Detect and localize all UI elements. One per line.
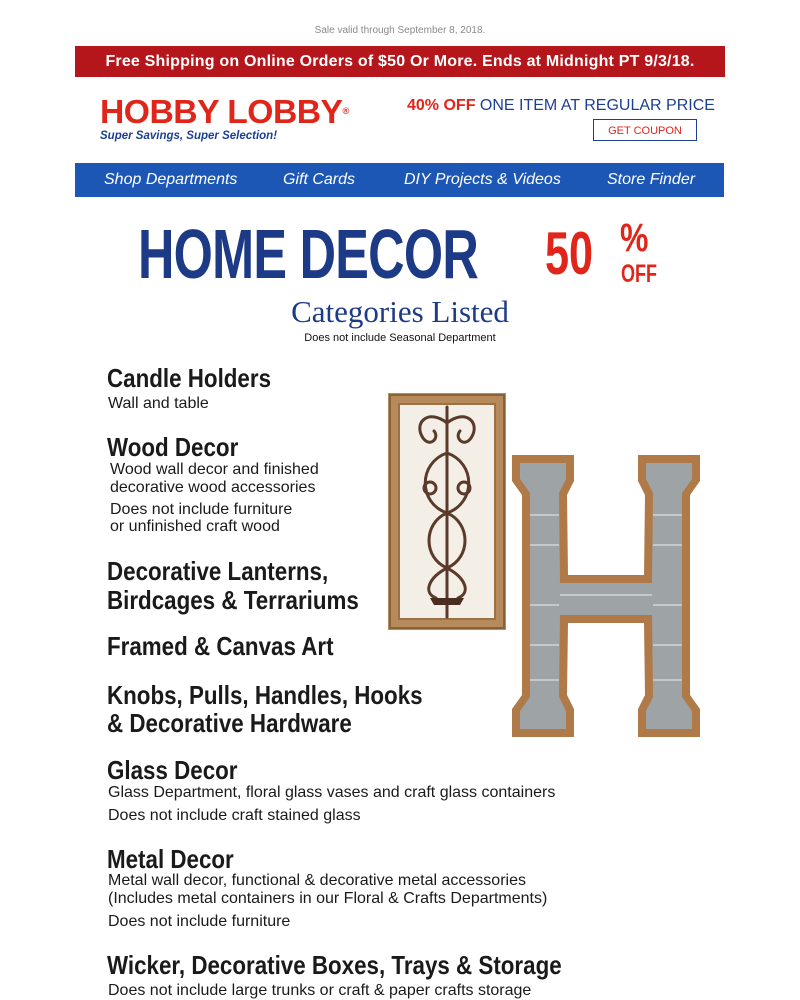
category-hardware[interactable]: Knobs, Pulls, Handles, Hooks xyxy=(107,680,423,710)
category-hardware-line2[interactable]: & Decorative Hardware xyxy=(107,708,352,738)
promo-off: OFF xyxy=(621,260,657,288)
sale-valid-note: Sale valid through September 8, 2018. xyxy=(314,25,486,36)
category-wood-decor[interactable]: Wood Decor xyxy=(107,432,239,462)
nav-store-finder[interactable]: Store Finder xyxy=(607,171,696,188)
category-wicker-storage[interactable]: Wicker, Decorative Boxes, Trays & Storage xyxy=(107,950,562,980)
category-desc: or unfinished craft wood xyxy=(110,518,280,535)
logo-tagline: Super Savings, Super Selection! xyxy=(100,130,278,142)
category-desc: Does not include craft stained glass xyxy=(108,807,361,824)
category-desc: (Includes metal containers in our Floral & Crafts Departments) xyxy=(108,890,548,907)
category-lanterns-line2[interactable]: Birdcages & Terrariums xyxy=(107,585,359,615)
nav-shop-departments[interactable]: Shop Departments xyxy=(104,171,238,188)
category-desc: Does not include large trunks or craft & paper crafts storage xyxy=(108,982,532,999)
logo-wordmark: HOBBY LOBBY® xyxy=(100,93,349,130)
coupon-text: ONE ITEM AT REGULAR PRICE xyxy=(479,97,715,114)
nav-gift-cards[interactable]: Gift Cards xyxy=(283,171,356,188)
main-nav xyxy=(75,163,724,197)
galvanized-letter-h-decor-image[interactable] xyxy=(512,455,700,737)
wood-frame-scroll-wall-decor-image[interactable] xyxy=(388,393,506,630)
category-desc: Does not include furniture xyxy=(108,913,291,930)
nav-diy-projects[interactable]: DIY Projects & Videos xyxy=(404,171,561,188)
promo-exclusion-note: Does not include Seasonal Department xyxy=(304,332,496,344)
free-shipping-banner[interactable]: Free Shipping on Online Orders of $50 Or More. Ends at Midnight PT 9/3/18. xyxy=(75,46,725,77)
category-framed-art[interactable]: Framed & Canvas Art xyxy=(107,631,334,661)
coupon-percent: 40% OFF xyxy=(407,97,476,114)
promo-percent-sign: % xyxy=(620,216,649,260)
category-desc: Does not include furniture xyxy=(110,501,293,518)
promo-headline: HOME DECOR xyxy=(138,215,479,293)
promo-discount-number: 50 xyxy=(545,220,594,287)
promo-subhead: Categories Listed xyxy=(291,294,509,329)
category-candle-holders[interactable]: Candle Holders xyxy=(107,363,272,393)
hobby-lobby-logo[interactable] xyxy=(100,93,349,142)
coupon-offer xyxy=(407,97,715,115)
category-glass-decor[interactable]: Glass Decor xyxy=(107,755,238,785)
category-desc: Wood wall decor and finished xyxy=(110,461,319,478)
category-lanterns[interactable]: Decorative Lanterns, xyxy=(107,556,329,586)
category-metal-decor[interactable]: Metal Decor xyxy=(107,844,234,874)
category-desc: Glass Department, floral glass vases and craft glass containers xyxy=(108,784,556,801)
category-desc: decorative wood accessories xyxy=(110,479,316,496)
category-desc: Wall and table xyxy=(108,395,209,412)
get-coupon-button[interactable]: GET COUPON xyxy=(593,119,697,141)
category-desc: Metal wall decor, functional & decorative metal accessories xyxy=(108,872,526,889)
